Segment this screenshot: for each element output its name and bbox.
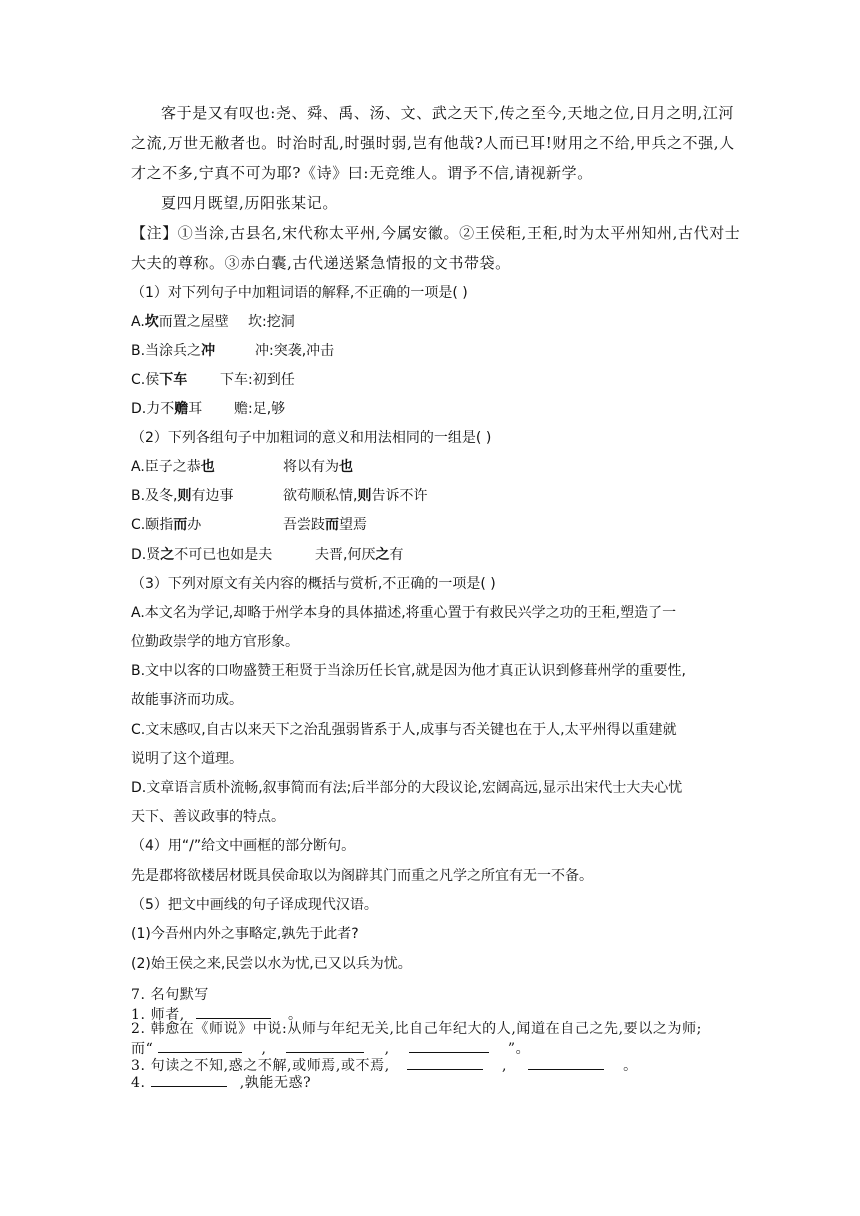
passage-signature: 夏四月既望,历阳张某记。: [161, 194, 338, 212]
question-5-sentence-2: (2)始王侯之来,民尝以水为忧,已又以兵为忧。: [131, 956, 412, 972]
answer-blank[interactable]: [151, 1072, 227, 1087]
q3-option-b: B.文中以客的口吻盛赞王秬贤于当涂历任长官,就是因为他才真正认识到修葺州学的重要性,: [131, 663, 686, 679]
gloss: 下车:初到任: [220, 372, 295, 388]
option-text: 吾尝跂而望焉: [283, 517, 367, 533]
bold-word: 之: [375, 547, 390, 563]
q3-option-c-cont: 说明了这个道理。: [131, 751, 243, 767]
passage-line: 之流,万世无敝者也。时治时乱,时强时弱,岂有他哉?人而已耳!财用之不给,甲兵之不强,人: [131, 134, 735, 152]
question-2-stem: （2）下列各组句子中加粗词的意义和用法相同的一组是( ): [131, 430, 492, 446]
fill-text: 4.: [131, 1075, 146, 1091]
question-5-sentence-1: (1)今吾州内外之事略定,孰先于此者?: [131, 926, 359, 942]
q1-option-d: [131, 399, 286, 419]
fill-item-4: [131, 1072, 311, 1091]
fill-text: 1. 师者,: [131, 1007, 185, 1023]
question-4-stem: （4）用“/”给文中画框的部分断句。: [131, 838, 356, 854]
option-text: 办: [187, 517, 202, 533]
annotation-line: 大夫的尊称。③赤白囊,古代递送紧急情报的文书带袋。: [131, 254, 511, 272]
q3-option-a-cont: 位勤政崇学的地方官形象。: [131, 634, 299, 650]
gloss: 冲:突袭,冲击: [255, 343, 335, 359]
q3-option-a: A.本文名为学记,却略于州学本身的具体描述,将重心置于有救民兴学之功的王秬,塑造了一: [131, 605, 677, 621]
annotation-line: 【注】①当涂,古县名,宋代称太平州,今属安徽。②王侯秬,王秬,时为太平州知州,古代对士: [131, 224, 741, 242]
q3-option-c: C.文末感叹,自古以来天下之治乱强弱皆系于人,成事与否关键也在于人,太平州得以重建就: [131, 722, 677, 738]
fill-text: 。: [623, 1058, 638, 1074]
option-text: 而置之屋壁: [158, 314, 229, 330]
option-text: A.臣子之恭: [131, 459, 201, 475]
q1-option-c: [131, 370, 295, 390]
bold-word: 也: [200, 459, 215, 475]
fill-text: 3. 句读之不知,惑之不解,或师焉,或不焉,: [131, 1058, 390, 1074]
option-text: D.力不: [131, 401, 175, 417]
option-text: 夫晋,何厌之有: [315, 547, 404, 563]
gloss: 坎:挖洞: [248, 314, 295, 330]
q2-option-a: [131, 457, 353, 477]
question-1-stem: （1）对下列句子中加粗词语的解释,不正确的一项是( ): [131, 285, 468, 301]
passage-line: 才之不多,宁真不可为耶?《诗》曰:无竞维人。谓予不信,请视新学。: [131, 164, 593, 182]
q1-option-a: [131, 312, 295, 332]
bold-word: 也: [339, 459, 353, 475]
option-text: D.贤: [131, 547, 161, 563]
bold-word: 下车: [159, 372, 188, 388]
bold-word: 而: [173, 517, 188, 533]
option-text: 将以有为也: [283, 459, 353, 475]
option-text: 耳: [188, 401, 203, 417]
option-text: B.及冬,: [131, 488, 178, 504]
option-text: C.颐指: [131, 517, 174, 533]
fill-text: 。: [287, 1007, 303, 1023]
option-text: A.: [131, 314, 145, 330]
option-text: 欲苟顺私情,则告诉不许: [283, 488, 428, 504]
answer-blank[interactable]: [158, 1038, 242, 1053]
answer-blank[interactable]: [407, 1055, 483, 1070]
q3-option-d: D.文章语言质朴流畅,叙事简而有法;后半部分的大段议论,宏阔高远,显示出宋代士大夫心忧: [131, 780, 683, 796]
q3-option-d-cont: 天下、善议政事的特点。: [131, 809, 285, 825]
fill-text: ,: [261, 1041, 267, 1057]
answer-blank[interactable]: [528, 1055, 604, 1070]
answer-blank[interactable]: [286, 1038, 364, 1053]
bold-word: 赡: [174, 401, 189, 417]
bold-word: 坎: [144, 314, 159, 330]
answer-blank[interactable]: [409, 1038, 489, 1053]
fill-item-2: 2. 韩愈在《师说》中说:从师与年纪无关,比自己年纪大的人,闻道在自己之先,要以之为师;: [131, 1021, 702, 1037]
fill-text: ,孰能无惑?: [239, 1075, 312, 1091]
fill-text: ,: [384, 1041, 390, 1057]
question-4-text: 先是郡将欲楼居材既具侯命取以为阁辟其门而重之凡学之所宜有无一不备。: [131, 868, 593, 884]
passage-line: 客于是又有叹也:尧、舜、禹、汤、文、武之天下,传之至今,天地之位,日月之明,江河: [161, 104, 735, 122]
section-7-title: 7. 名句默写: [131, 987, 210, 1003]
bold-word: 则: [357, 488, 372, 504]
bold-word: 之: [160, 547, 175, 563]
q2-option-d: [131, 545, 404, 565]
question-5-stem: （5）把文中画线的句子译成现代汉语。: [131, 897, 378, 913]
q2-option-b: [131, 486, 428, 506]
gloss: 赡:足,够: [234, 401, 286, 417]
q3-option-b-cont: 故能事济而功成。: [131, 692, 243, 708]
answer-blank[interactable]: [196, 1004, 271, 1019]
bold-word: 则: [177, 488, 192, 504]
fill-text: ,: [501, 1058, 507, 1074]
option-text: C.侯: [131, 372, 160, 388]
fill-text: 而“: [131, 1041, 154, 1057]
option-text: 不可已也如是夫: [174, 547, 273, 563]
option-text: 有边事: [191, 488, 234, 504]
question-3-stem: （3）下列对原文有关内容的概括与赏析,不正确的一项是( ): [131, 576, 496, 592]
fill-text: ”。: [507, 1041, 531, 1057]
q2-option-c: [131, 515, 367, 535]
bold-word: 冲: [201, 343, 216, 359]
q1-option-b: [131, 341, 335, 361]
bold-word: 而: [325, 517, 339, 533]
option-text: B.当涂兵之: [131, 343, 202, 359]
